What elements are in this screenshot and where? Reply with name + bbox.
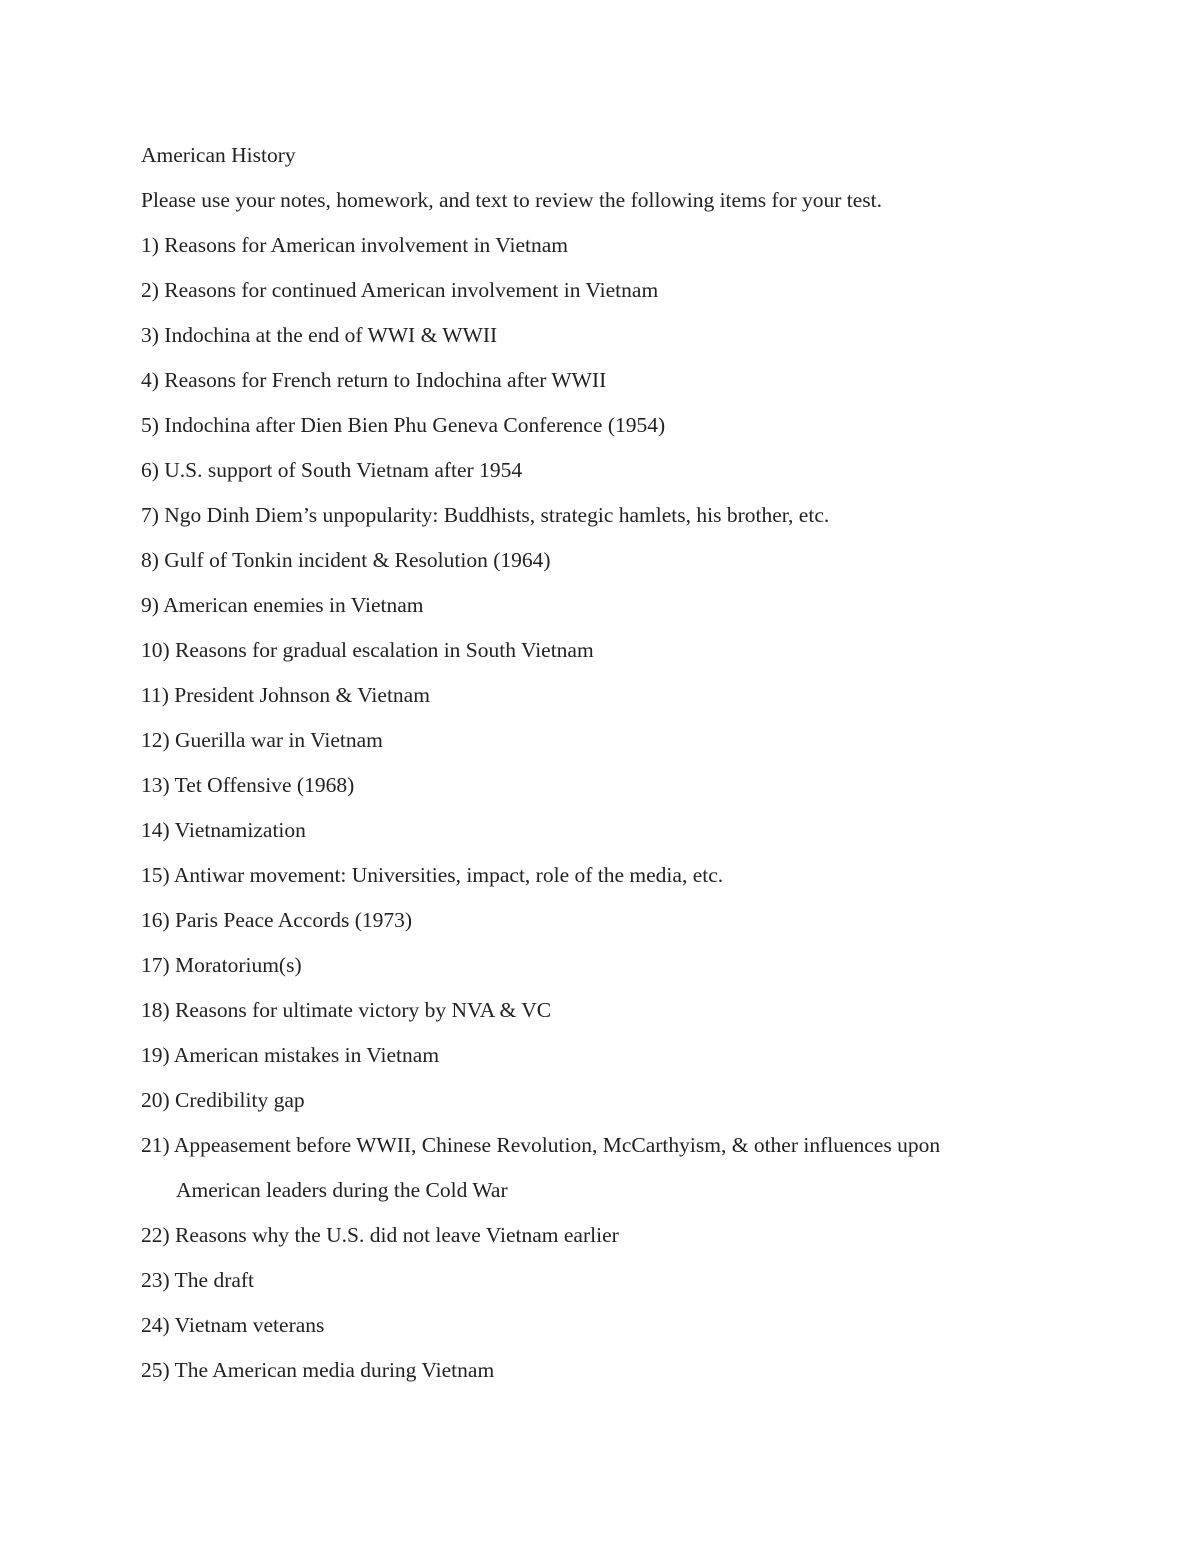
list-item: 22) Reasons why the U.S. did not leave Vietnam earlier [141, 1223, 619, 1247]
list-item: 3) Indochina at the end of WWI & WWII [141, 323, 498, 347]
list-item: 15) Antiwar movement: Universities, impact, role of the media, etc. [141, 863, 724, 887]
document-title: American History [141, 143, 296, 167]
list-item: 5) Indochina after Dien Bien Phu Geneva Conference (1954) [141, 413, 666, 437]
list-item: 1) Reasons for American involvement in Vietnam [141, 233, 569, 257]
list-item: 4) Reasons for French return to Indochina after WWII [141, 368, 607, 392]
list-item: 10) Reasons for gradual escalation in South Vietnam [141, 638, 594, 662]
list-item: 7) Ngo Dinh Diem’s unpopularity: Buddhists, strategic hamlets, his brother, etc. [141, 503, 830, 527]
list-item: 6) U.S. support of South Vietnam after 1954 [141, 458, 523, 482]
list-item: 14) Vietnamization [141, 818, 306, 842]
list-item: 12) Guerilla war in Vietnam [141, 728, 383, 752]
document-content [141, 142, 1071, 1402]
document-instructions: Please use your notes, homework, and text to review the following items for your test. [141, 188, 882, 212]
list-item: 8) Gulf of Tonkin incident & Resolution (1964) [141, 548, 551, 572]
list-item: 25) The American media during Vietnam [141, 1358, 495, 1382]
list-item: 17) Moratorium(s) [141, 953, 302, 977]
list-item: 19) American mistakes in Vietnam [141, 1043, 440, 1067]
list-item: 11) President Johnson & Vietnam [141, 683, 430, 707]
list-item: 9) American enemies in Vietnam [141, 593, 424, 617]
list-item: 23) The draft [141, 1268, 255, 1292]
list-item-21 [141, 1132, 1071, 1222]
list-item-21-line-2: American leaders during the Cold War [176, 1178, 508, 1202]
list-item: 18) Reasons for ultimate victory by NVA & VC [141, 998, 552, 1022]
list-item: 2) Reasons for continued American involvement in Vietnam [141, 278, 659, 302]
list-item: 20) Credibility gap [141, 1088, 305, 1112]
list-item: 16) Paris Peace Accords (1973) [141, 908, 413, 932]
list-item-21-line-1: 21) Appeasement before WWII, Chinese Revolution, McCarthyism, & other influences upon [141, 1133, 941, 1157]
list-item: 13) Tet Offensive (1968) [141, 773, 355, 797]
list-item: 24) Vietnam veterans [141, 1313, 325, 1337]
